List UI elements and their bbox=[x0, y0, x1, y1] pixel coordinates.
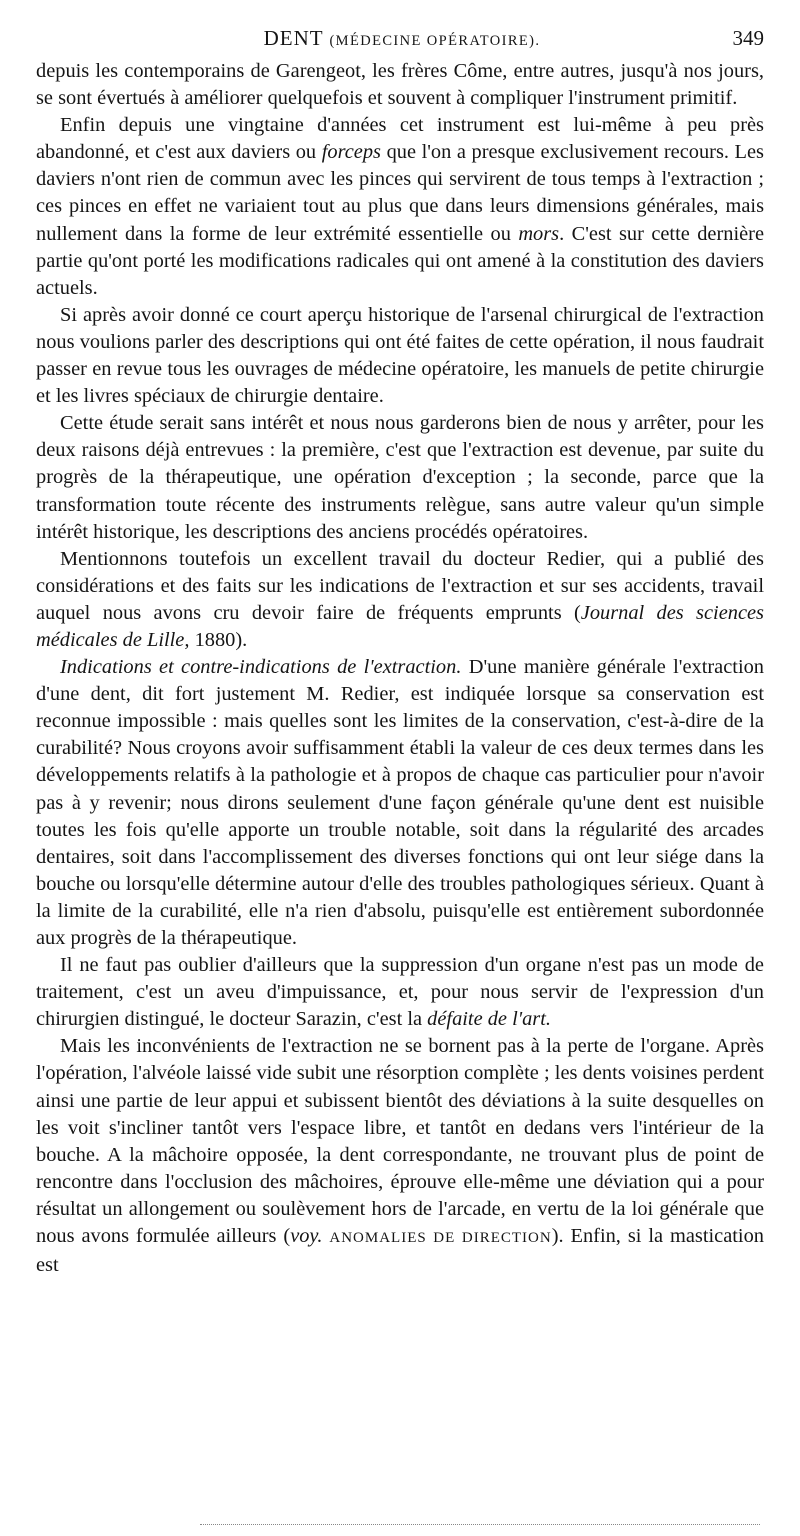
cross-reference: ANOMALIES DE DIRECTION bbox=[329, 1230, 552, 1247]
running-title bbox=[40, 26, 764, 51]
footer-rule bbox=[200, 1524, 760, 1525]
page-number: 349 bbox=[732, 26, 764, 50]
paragraph-6: Indications et contre-indications de l'extraction. D'une manière générale l'extraction d'une dent, dit fort justement M. Redier, est indiquée lorsque sa conservation est reconnue impossible : mais quelles sont les limites de la conservation, c'est-à-dire de la curabilité? Nous croyons avoir suffisamment établi la valeur de ces deux termes dans les développements relatifs à la pathologie et à propos de chaque cas particulier pour n'avoir pas à y revenir; nous dirons seulement d'une façon générale qu'une dent est nuisible toutes les fois qu'elle apporte un trouble notable, soit dans la régularité des arcades dentaires, soit dans l'accomplissement des diverses fonctions qui ont leur siége dans la bouche ou lorsqu'elle détermine autour d'elle des troubles pathologiques sérieux. Quant à la limite de la curabilité, elle n'a rien d'absolu, puisqu'elle est entièrement subordonnée aux progrès de la thérapeutique. bbox=[36, 656, 764, 949]
section-heading: Indications et contre-indications de l'extraction. bbox=[60, 656, 462, 679]
paragraph-8: Mais les inconvénients de l'extraction ne se bornent pas à la perte de l'organe. Après l'opération, l'alvéole laissé vide subit une résorption complète ; les dents voisines perdent ainsi une partie de leur appui et subissent bientôt des déviations à la suite desquelles on les voit s'incliner tantôt vers l'espace libre, et tantôt en dedans vers l'intérieur de la bouche. A la mâchoire opposée, la dent correspondante, ne trouvant plus de point de rencontre dans l'occlusion des mâchoires, éprouve elle-même une déviation qui a pour résultat un allongement ou soulèvement hors de l'arcade, en vertu de la loi générale que nous avons formulée ailleurs (voy. ANOMALIES DE DIRECTION). Enfin, si la mastication est bbox=[36, 1035, 764, 1277]
italic-term: mors bbox=[518, 222, 560, 245]
running-title-sub: (MÉDECINE OPÉRATOIRE). bbox=[329, 33, 541, 49]
italic-quote: défaite de l'art. bbox=[427, 1008, 552, 1031]
journal-citation: Journal des sciences médicales de Lille, bbox=[36, 601, 764, 651]
paragraph-4: Cette étude serait sans intérêt et nous nous garderons bien de nous y arrêter, pour les deux raisons déjà entrevues : la première, c'est que l'extraction est devenue, par suite du progrès de la thérapeutique, une opération d'exception ; la seconde, parce que la transformation toute récente des instruments relègue, sans autre valeur qu'un simple intérêt historique, les descriptions des anciens procédés opératoires. bbox=[36, 412, 764, 543]
italic-abbrev: voy. bbox=[290, 1225, 323, 1248]
body-text bbox=[36, 58, 764, 1279]
page-header bbox=[40, 26, 764, 62]
paragraph-2: Enfin depuis une vingtaine d'années cet instrument est lui-même à peu près abandonné, et c'est aux daviers ou forceps que l'on a presque exclusivement recours. Les daviers n'ont rien de commun avec les pinces qui servirent de tous temps à l'extraction ; ces pinces en effet ne variaient tout au plus que dans leurs dimensions générales, mais nullement dans la forme de leur extrémité essentielle ou mors. C'est sur cette dernière partie qu'ont porté les modifications radicales qui ont amené à la constitution des daviers actuels. bbox=[36, 114, 764, 299]
paragraph-1: depuis les contemporains de Garengeot, les frères Côme, entre autres, jusqu'à nos jours, se sont évertués à améliorer quelquefois et souvent à compliquer l'instrument primitif. bbox=[36, 60, 764, 110]
paragraph-5: Mentionnons toutefois un excellent travail du docteur Redier, qui a publié des considérations et des faits sur les indications de l'extraction et sur ses accidents, travail auquel nous avons cru devoir faire de fréquents emprunts (Journal des sciences médicales de Lille, 1880). bbox=[36, 547, 764, 651]
running-title-main: DENT bbox=[263, 26, 324, 50]
paragraph-7: Il ne faut pas oublier d'ailleurs que la suppression d'un organe n'est pas un mode de traitement, c'est un aveu d'impuissance, et, pour nous servir de l'expression d'un chirurgien distingué, le docteur Sarazin, c'est la défaite de l'art. bbox=[36, 954, 764, 1031]
paragraph-3: Si après avoir donné ce court aperçu historique de l'arsenal chirurgical de l'extraction nous voulions parler des descriptions qui ont été faites de cette opération, il nous faudrait passer en revue tous les ouvrages de médecine opératoire, les manuels de petite chirurgie et les livres spéciaux de chirurgie dentaire. bbox=[36, 303, 764, 408]
italic-term: forceps bbox=[321, 141, 381, 164]
